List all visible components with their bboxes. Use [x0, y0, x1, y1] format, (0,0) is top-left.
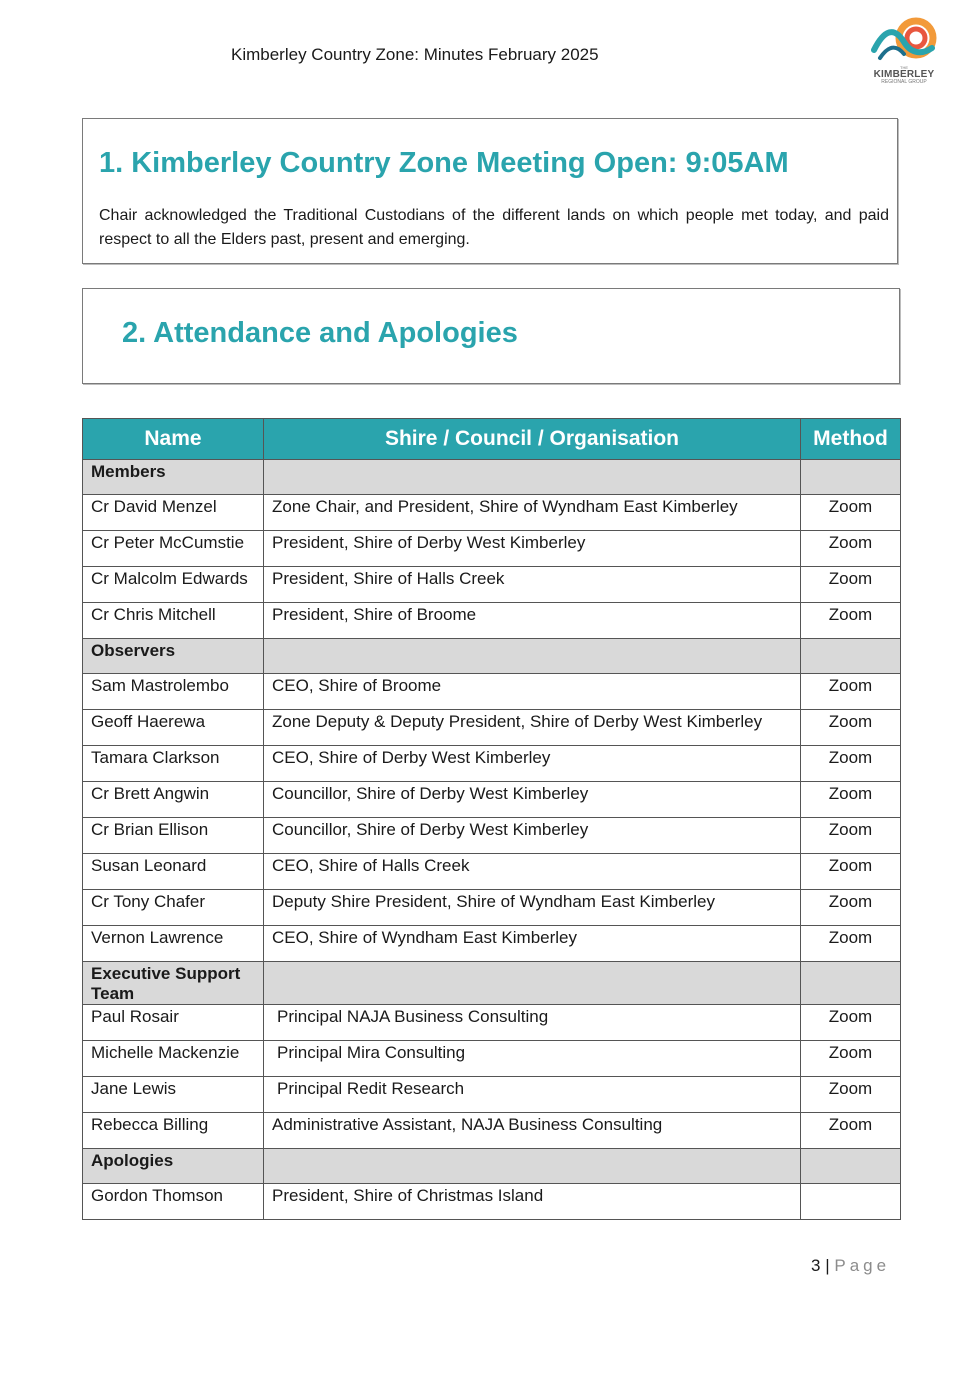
group-label: Members: [83, 460, 264, 495]
attendee-method: Zoom: [801, 531, 901, 567]
attendee-method: Zoom: [801, 926, 901, 962]
attendee-organisation: Principal NAJA Business Consulting: [264, 1005, 801, 1041]
attendee-method: Zoom: [801, 1005, 901, 1041]
section-meeting-open: [82, 118, 898, 264]
attendee-organisation: Councillor, Shire of Derby West Kimberley: [264, 818, 801, 854]
logo-text-the: THE: [900, 65, 908, 70]
table-row: [83, 674, 901, 710]
attendee-name: Cr Chris Mitchell: [83, 603, 264, 639]
page-number: 3: [811, 1256, 821, 1275]
attendee-name: Tamara Clarkson: [83, 746, 264, 782]
attendee-organisation: Principal Redit Research: [264, 1077, 801, 1113]
attendee-name: Geoff Haerewa: [83, 710, 264, 746]
attendee-organisation: President, Shire of Christmas Island: [264, 1184, 801, 1220]
attendee-method: Zoom: [801, 567, 901, 603]
table-row: [83, 531, 901, 567]
table-row: [83, 818, 901, 854]
document-header-title: Kimberley Country Zone: Minutes February 2025: [231, 45, 599, 64]
attendee-method: Zoom: [801, 782, 901, 818]
group-row-observers: [83, 639, 901, 674]
page-footer: [811, 1256, 890, 1276]
table-row: [83, 1041, 901, 1077]
attendee-method: Zoom: [801, 603, 901, 639]
section-meeting-open-heading: 1. Kimberley Country Zone Meeting Open: 9:05AM: [99, 147, 789, 179]
attendee-organisation: Zone Deputy & Deputy President, Shire of Derby West Kimberley: [264, 710, 801, 746]
attendee-organisation: Councillor, Shire of Derby West Kimberley: [264, 782, 801, 818]
attendee-organisation: Zone Chair, and President, Shire of Wyndham East Kimberley: [264, 495, 801, 531]
attendee-organisation: Principal Mira Consulting: [264, 1041, 801, 1077]
attendee-organisation: Administrative Assistant, NAJA Business Consulting: [264, 1113, 801, 1149]
attendee-name: Gordon Thomson: [83, 1184, 264, 1220]
attendee-method: Zoom: [801, 818, 901, 854]
table-row: [83, 1077, 901, 1113]
section-attendance: [82, 288, 900, 384]
footer-separator: |: [825, 1256, 830, 1275]
attendee-name: Michelle Mackenzie: [83, 1041, 264, 1077]
attendee-name: Jane Lewis: [83, 1077, 264, 1113]
attendee-method: Zoom: [801, 674, 901, 710]
attendee-method: Zoom: [801, 746, 901, 782]
group-label: Observers: [83, 639, 264, 674]
attendee-name: Cr Malcolm Edwards: [83, 567, 264, 603]
group-label: Apologies: [83, 1149, 264, 1184]
attendee-method: Zoom: [801, 890, 901, 926]
attendee-method: Zoom: [801, 495, 901, 531]
column-header-organisation: Shire / Council / Organisation: [264, 419, 801, 460]
attendance-table: [82, 418, 901, 1220]
group-label: Executive Support Team: [83, 962, 264, 1005]
attendee-name: Cr Brian Ellison: [83, 818, 264, 854]
attendee-name: Paul Rosair: [83, 1005, 264, 1041]
attendee-organisation: CEO, Shire of Derby West Kimberley: [264, 746, 801, 782]
attendee-method: Zoom: [801, 710, 901, 746]
table-row: [83, 1005, 901, 1041]
attendee-name: Susan Leonard: [83, 854, 264, 890]
table-row: [83, 746, 901, 782]
page-word: Page: [834, 1256, 891, 1275]
attendee-name: Sam Mastrolembo: [83, 674, 264, 710]
group-row-apologies: [83, 1149, 901, 1184]
attendee-organisation: President, Shire of Derby West Kimberley: [264, 531, 801, 567]
attendee-organisation: President, Shire of Halls Creek: [264, 567, 801, 603]
acknowledgement-paragraph: Chair acknowledged the Traditional Custodians of the different lands on which people met today, and paid respect to all the Elders past, present and emerging.: [99, 207, 889, 248]
attendee-organisation: CEO, Shire of Broome: [264, 674, 801, 710]
attendee-method: [801, 1184, 901, 1220]
table-row: [83, 854, 901, 890]
table-row: [83, 890, 901, 926]
attendee-organisation: CEO, Shire of Wyndham East Kimberley: [264, 926, 801, 962]
table-row: [83, 495, 901, 531]
table-row: [83, 710, 901, 746]
logo-swirl-icon: [866, 8, 942, 68]
attendee-name: Cr Brett Angwin: [83, 782, 264, 818]
attendee-organisation: Deputy Shire President, Shire of Wyndham East Kimberley: [264, 890, 801, 926]
attendance-table-header: [83, 419, 901, 460]
table-row: [83, 926, 901, 962]
attendee-name: Cr Peter McCumstie: [83, 531, 264, 567]
attendee-method: Zoom: [801, 1077, 901, 1113]
section-attendance-heading: 2. Attendance and Apologies: [122, 317, 518, 349]
attendee-method: Zoom: [801, 1041, 901, 1077]
table-row: [83, 603, 901, 639]
attendee-method: Zoom: [801, 854, 901, 890]
group-row-members: [83, 460, 901, 495]
attendee-name: Cr Tony Chafer: [83, 890, 264, 926]
attendee-name: Rebecca Billing: [83, 1113, 264, 1149]
table-row: [83, 782, 901, 818]
logo-text-regional-group: REGIONAL GROUP: [881, 79, 927, 85]
attendee-organisation: CEO, Shire of Halls Creek: [264, 854, 801, 890]
kimberley-regional-group-logo: [866, 8, 942, 90]
attendee-name: Cr David Menzel: [83, 495, 264, 531]
table-row: [83, 1113, 901, 1149]
group-row-executive-support: [83, 962, 901, 1005]
column-header-method: Method: [801, 419, 901, 460]
logo-text-kimberley: KIMBERLEY: [873, 69, 935, 80]
table-row: [83, 1184, 901, 1220]
attendee-method: Zoom: [801, 1113, 901, 1149]
attendee-name: Vernon Lawrence: [83, 926, 264, 962]
table-row: [83, 567, 901, 603]
attendee-organisation: President, Shire of Broome: [264, 603, 801, 639]
column-header-name: Name: [83, 419, 264, 460]
